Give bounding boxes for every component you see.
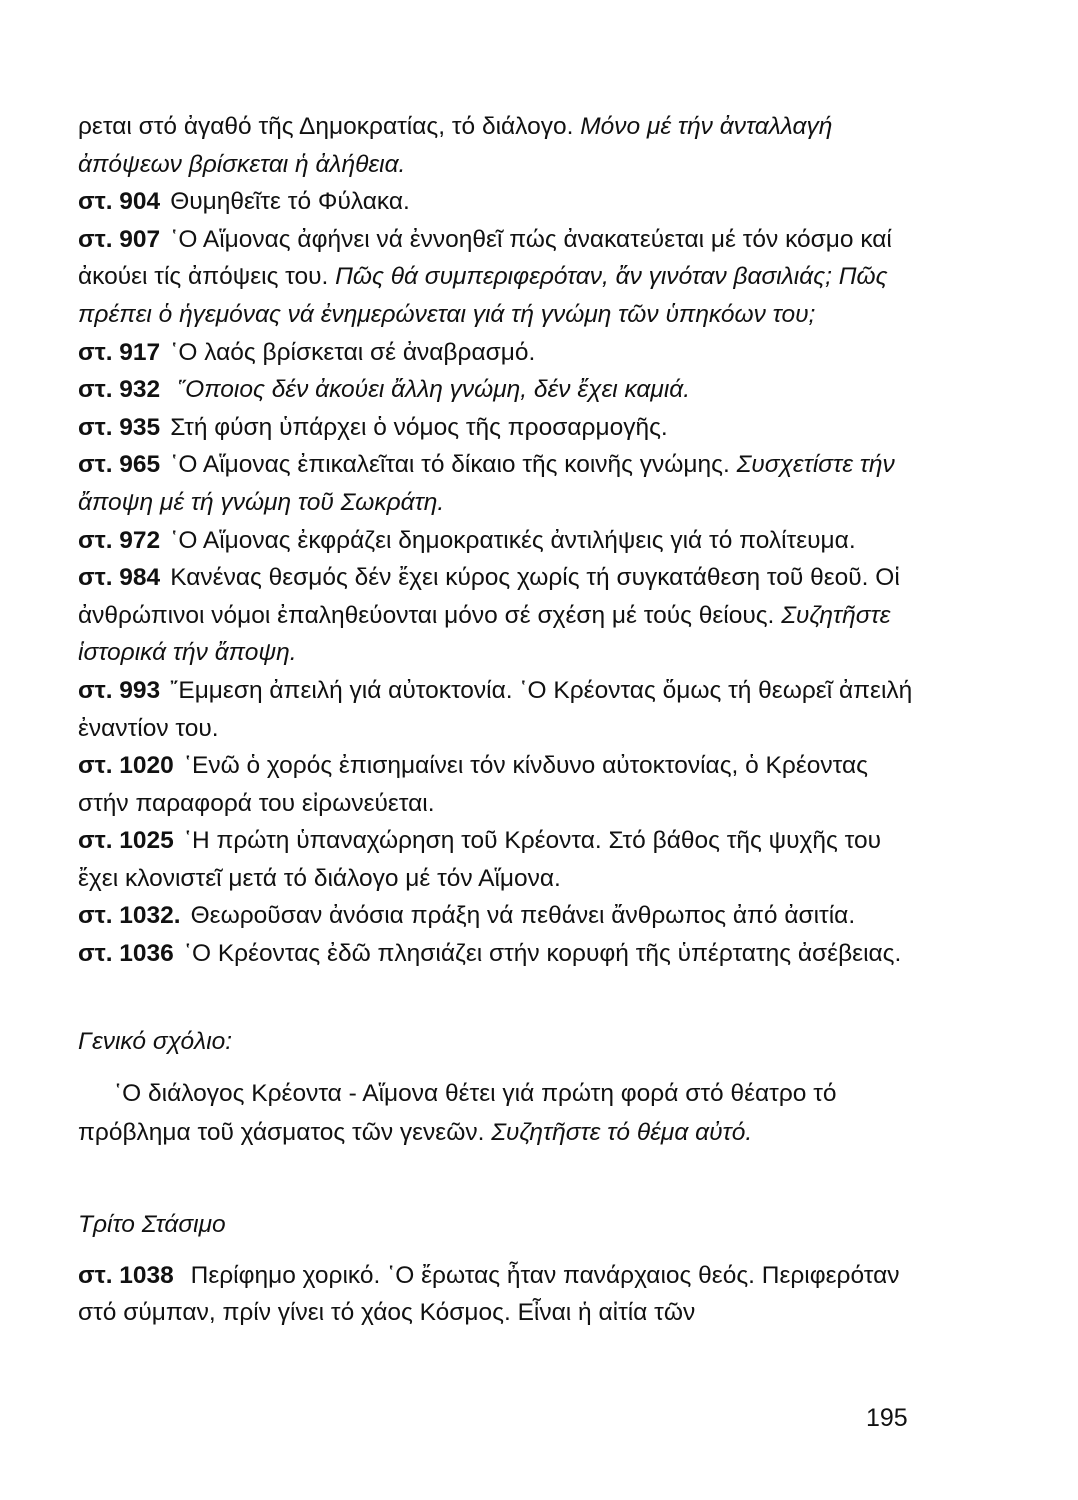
commentary-entry <box>78 371 918 409</box>
entry-text: ῾Η πρώτη ὑπαναχώρηση τοῦ Κρέοντα. Στό βάθος τῆς ψυχῆς του ἔχει κλονιστεῖ μετά τό διάλογο μέ τόν Αἵμονα. <box>78 827 881 892</box>
entry-text: Θεωροῦσαν ἀνόσια πράξη νά πεθάνει ἄνθρωπος ἀπό ἀσιτία. <box>190 902 856 930</box>
verse-reference: στ. 1038 <box>78 1261 174 1289</box>
verse-reference: στ. 917 <box>78 338 161 366</box>
entry-italic-text: ῞Οποιος δέν ἀκούει ἄλλη γνώμη, δέν ἔχει καμιά. <box>177 376 691 404</box>
entry-text: ῾Ο λαός βρίσκεται σέ ἀναβρασμό. <box>170 338 536 366</box>
entry-text: Θυμηθεῖτε τό Φύλακα. <box>170 188 410 216</box>
entry-text: ῾Ο Αἵμονας ἐπικαλεῖται τό δίκαιο τῆς κοινῆς γνώμης. <box>170 451 730 479</box>
verse-reference: στ. 1032. <box>78 902 181 930</box>
commentary-entry <box>78 897 918 935</box>
verse-reference: στ. 1036 <box>78 940 174 968</box>
commentary-entry <box>78 221 918 334</box>
entry-list <box>78 183 918 972</box>
verse-reference: στ. 935 <box>78 413 161 441</box>
third-stasimon-entry <box>78 1257 918 1332</box>
verse-reference: στ. 907 <box>78 225 161 253</box>
verse-reference: στ. 1020 <box>78 752 174 780</box>
entry-text: ῾Ενῶ ὁ χορός ἐπισημαίνει τόν κίνδυνο αὐτοκτονίας, ὁ Κρέοντας στήν παραφορά του εἰρωνεύεται. <box>78 752 868 817</box>
commentary-entry <box>78 559 918 672</box>
verse-reference: στ. 984 <box>78 564 161 592</box>
page-number: 195 <box>866 1404 908 1432</box>
general-comment-text: ῾Ο διάλογος Κρέοντα - Αἵμονα θέτει γιά πρώτη φορά στό θέατρο τό πρόβλημα τοῦ χάσματος τῶν γενεῶν. <box>78 1079 837 1146</box>
entry-text: Στή φύση ὑπάρχει ὁ νόμος τῆς προσαρμογῆς. <box>170 413 668 441</box>
commentary-entry <box>78 672 918 747</box>
continuation-italic: Μόνο μέ τήν ἀνταλλαγή ἀπόψεων βρίσκεται ἡ ἀλήθεια. <box>78 113 833 178</box>
commentary-entry <box>78 446 918 521</box>
entry-text: Κανένας θεσμός δέν ἔχει κύρος χωρίς τή συγκατάθεση τοῦ θεοῦ. Οἱ ἀνθρώπινοι νόμοι ἐπαληθεύονται μόνο σέ σχέση μέ τούς θείους. <box>78 564 900 629</box>
commentary-entry <box>78 822 918 897</box>
general-comment-paragraph <box>78 1074 918 1152</box>
commentary-entry <box>78 522 918 560</box>
commentary-entry <box>78 334 918 372</box>
commentary-entries <box>78 108 918 973</box>
entry-italic-text: Συσχετίστε τήν ἄποψη μέ τή γνώμη τοῦ Σωκράτη. <box>78 451 895 516</box>
verse-reference: στ. 1025 <box>78 827 174 855</box>
verse-reference: στ. 965 <box>78 451 161 479</box>
commentary-entry <box>78 183 918 221</box>
commentary-entry <box>78 935 918 973</box>
third-stasimon-text: Περίφημο χορικό. ῾Ο ἔρωτας ἦταν πανάρχαιος θεός. Περιφερόταν στό σύμπαν, πρίν γίνει τό χάος Κόσμος. Εἶναι ἡ αἰτία τῶν <box>78 1261 900 1327</box>
entry-text: ῎Εμμεση ἀπειλή γιά αὐτοκτονία. ῾Ο Κρέοντας ὅμως τή θεωρεῖ ἀπειλή ἐναντίον του. <box>78 676 913 742</box>
verse-reference: στ. 993 <box>78 676 161 704</box>
continuation-paragraph <box>78 108 918 183</box>
verse-reference: στ. 972 <box>78 526 161 554</box>
general-comment-italic: Συζητῆστε τό θέμα αὐτό. <box>491 1118 753 1146</box>
continuation-text: ρεται στό ἀγαθό τῆς Δημοκρατίας, τό διάλογο. <box>78 113 574 140</box>
general-comment-title: Γενικό σχόλιο: <box>78 1027 233 1055</box>
entry-italic-text: Πῶς θά συμπεριφερόταν, ἄν γινόταν βασιλιάς; Πῶς πρέπει ὁ ἡγεμόνας νά ἐνημερώνεται γιά τή γνώμη τῶν ὑπηκόων του; <box>78 263 888 328</box>
commentary-entry <box>78 409 918 447</box>
entry-text: ῾Ο Αἵμονας ἐκφράζει δημοκρατικές ἀντιλήψεις γιά τό πολίτευμα. <box>170 526 856 554</box>
entry-italic-text: Συζητῆστε ἱστορικά τήν ἄποψη. <box>78 601 891 667</box>
verse-reference: στ. 932 <box>78 376 161 404</box>
verse-reference: στ. 904 <box>78 188 161 216</box>
third-stasimon-title: Τρίτο Στάσιμο <box>78 1210 226 1238</box>
entry-text: ῾Ο Κρέοντας ἐδῶ πλησιάζει στήν κορυφή τῆς ὑπέρτατης ἀσέβειας. <box>183 940 902 968</box>
commentary-entry <box>78 747 918 822</box>
entry-text: ῾Ο Αἵμονας ἀφήνει νά ἐννοηθεῖ πώς ἀνακατεύεται μέ τόν κόσμο καί ἀκούει τίς ἀπόψεις του. <box>78 225 892 291</box>
